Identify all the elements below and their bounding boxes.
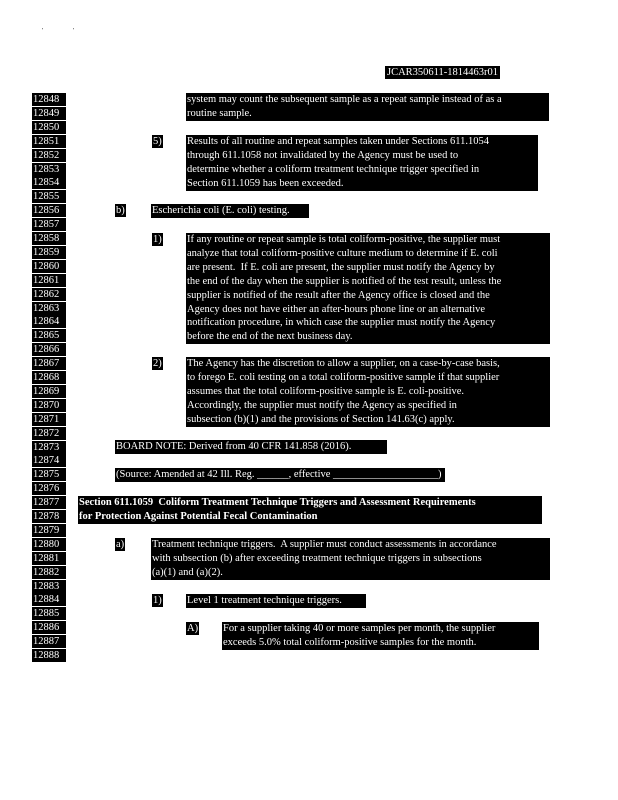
line-number: 12858 — [32, 232, 66, 245]
line-number: 12855 — [32, 190, 66, 203]
line-number: 12876 — [32, 482, 66, 495]
line-number: 12856 — [32, 204, 66, 217]
line-number: 12867 — [32, 357, 66, 370]
line-number: 12861 — [32, 274, 66, 287]
line-number: 12854 — [32, 176, 66, 189]
item-label-1: 1) — [153, 234, 162, 245]
line-number: 12875 — [32, 468, 66, 481]
line-number: 12870 — [32, 399, 66, 412]
line-number: 12863 — [32, 302, 66, 315]
line-number: 12850 — [32, 121, 66, 134]
line-number: 12848 — [32, 93, 66, 106]
line-number: 12879 — [32, 524, 66, 537]
line-number: 12853 — [32, 163, 66, 176]
paragraph-b1: If any routine or repeat sample is total coliform-positive, the supplier must analyze that total coliform-positive culture medium to determine if E. coli are present. If E. coli are present, the supplier must notify the Agency by the end of the day when the supplier is notified of the test result, unless the supplier is notified of the result after the Agency office is closed and the Agency does not have either an after-hours phone line or an alternative notification procedure, in which case the supplier must notify the Agency before the end of the next business day. — [186, 233, 550, 344]
item-label-2: 2) — [153, 358, 162, 369]
line-number: 12886 — [32, 621, 66, 634]
line-number: 12865 — [32, 329, 66, 342]
line-number: 12871 — [32, 413, 66, 426]
document-id: JCAR350611-1814463r01 — [387, 67, 499, 78]
line-number: 12878 — [32, 510, 66, 523]
line-number: 12887 — [32, 635, 66, 648]
line-number: 12864 — [32, 315, 66, 328]
paragraph-a: Treatment technique triggers. A supplier must conduct assessments in accordance with subsection (b) after exceeding treatment technique triggers in subsections (a)(1) and (a)(2). — [151, 538, 550, 580]
line-number: 12877 — [32, 496, 66, 509]
scan-speck: ' — [73, 28, 75, 34]
line-number: 12862 — [32, 288, 66, 301]
line-number: 12859 — [32, 246, 66, 259]
item-label-A: A) — [187, 623, 199, 634]
line-number: 12872 — [32, 427, 66, 440]
line-number: 12885 — [32, 607, 66, 620]
line-number: 12888 — [32, 649, 66, 662]
line-number: 12851 — [32, 135, 66, 148]
line-number: 12866 — [32, 343, 66, 356]
paragraph-item-5: Results of all routine and repeat samples taken under Sections 611.1054 through 611.1058 not invalidated by the Agency must be used to determine whether a coliform treatment technique trigger specified in Section 611.1059 has been exceeded. — [186, 135, 538, 191]
item-label-b: b) — [116, 205, 125, 216]
line-number: 12883 — [32, 580, 66, 593]
paragraph-b2: The Agency has the discretion to allow a supplier, on a case-by-case basis, to forego E. coli testing on a total coliform-positive sample if that supplier assumes that the total coliform-positive sample is E. coli-positive. Accordingly, the supplier must notify the Agency as specified in subsection (b)(1) and the provisions of Section 141.63(c) apply. — [186, 357, 550, 427]
paragraph-continuation: system may count the subsequent sample as a repeat sample instead of as a routine sample. — [186, 93, 549, 121]
item-label-a: a) — [116, 539, 125, 550]
line-number: 12857 — [32, 218, 66, 231]
line-number: 12884 — [32, 593, 66, 606]
line-number: 12881 — [32, 552, 66, 565]
line-number: 12873 — [32, 441, 66, 454]
line-number: 12869 — [32, 385, 66, 398]
paragraph-A: For a supplier taking 40 or more samples per month, the supplier exceeds 5.0% total coliform-positive samples for the month. — [222, 622, 539, 650]
item-label-a1: 1) — [153, 595, 162, 606]
item-label-5: 5) — [153, 136, 162, 147]
line-number: 12852 — [32, 149, 66, 162]
paragraph-a1: Level 1 treatment technique triggers. — [186, 594, 366, 608]
line-number: 12849 — [32, 107, 66, 120]
line-number: 12880 — [32, 538, 66, 551]
source-note: (Source: Amended at 42 Ill. Reg. ______, effective ____________________) — [115, 468, 445, 482]
line-number: 12882 — [32, 566, 66, 579]
section-heading: Section 611.1059 Coliform Treatment Technique Triggers and Assessment Requirements for Protection Against Potential Fecal Contamination — [78, 496, 542, 524]
line-number: 12874 — [32, 454, 66, 467]
board-note: BOARD NOTE: Derived from 40 CFR 141.858 (2016). — [115, 440, 387, 454]
line-number: 12860 — [32, 260, 66, 273]
scan-speck: ' — [42, 28, 44, 34]
subsection-heading-b: Escherichia coli (E. coli) testing. — [151, 204, 309, 218]
line-number: 12868 — [32, 371, 66, 384]
